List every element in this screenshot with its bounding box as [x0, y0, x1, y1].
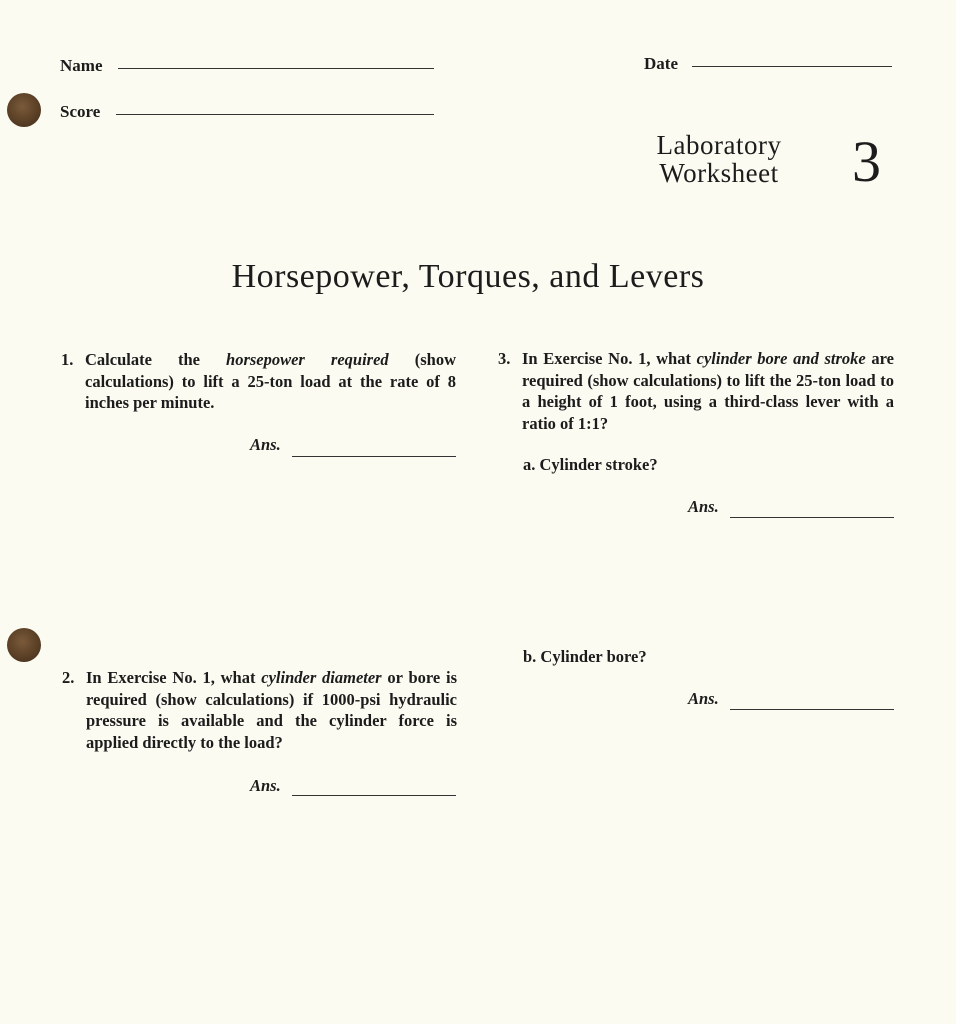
question-2	[62, 667, 458, 753]
name-line[interactable]	[118, 68, 434, 69]
date-label: Date	[644, 54, 678, 73]
name-label: Name	[60, 56, 103, 75]
question-1-ans-label: Ans.	[250, 435, 281, 454]
binder-hole-bottom	[7, 628, 41, 662]
score-line[interactable]	[116, 114, 434, 115]
question-1	[61, 349, 456, 414]
question-3-emphasis: cylinder bore and stroke	[696, 349, 866, 368]
page-title: Horsepower, Torques, and Levers	[231, 258, 705, 295]
question-3	[498, 348, 894, 434]
question-3a-ans-label: Ans.	[688, 497, 719, 516]
question-3a-label: a. Cylinder stroke?	[523, 455, 658, 474]
question-1-text-b: (show calculations) to lift a 25-ton load at the rate of 8 inches per minute.	[85, 350, 456, 412]
question-2-ans-label: Ans.	[250, 776, 281, 795]
worksheet-number: 3	[852, 129, 881, 194]
question-2-text-b: or bore is required (show calculations) if 1000-psi hydraulic pressure is available and the cylinder force is applied directly to the load?	[86, 668, 458, 752]
binder-hole-top	[7, 93, 41, 127]
question-2-emphasis: cylinder diameter	[261, 668, 382, 687]
question-1-emphasis: horsepower required	[226, 350, 389, 369]
question-2-number: 2.	[62, 668, 75, 687]
worksheet-badge	[626, 131, 812, 187]
question-3-text-a: In Exercise No. 1, what	[522, 349, 697, 368]
question-2-text-a: In Exercise No. 1, what	[86, 668, 262, 687]
score-label: Score	[60, 102, 101, 121]
question-1-number: 1.	[61, 350, 74, 369]
badge-line2: Worksheet	[659, 158, 779, 188]
question-3-number: 3.	[498, 349, 511, 368]
question-3-text-b: are required (show calculations) to lift the 25-ton load to a height of 1 foot, using a third-class lever with a ratio of 1:1?	[522, 349, 894, 433]
question-3b-ans-label: Ans.	[688, 689, 719, 708]
question-1-answer-line[interactable]	[292, 456, 456, 457]
question-3a-answer-line[interactable]	[730, 517, 894, 518]
question-3b-answer-line[interactable]	[730, 709, 894, 710]
badge-line1: Laboratory	[656, 130, 782, 160]
date-line[interactable]	[692, 66, 892, 67]
question-2-answer-line[interactable]	[292, 795, 456, 796]
question-3b-label: b. Cylinder bore?	[523, 647, 647, 666]
question-1-text-a: Calculate the	[85, 350, 227, 369]
